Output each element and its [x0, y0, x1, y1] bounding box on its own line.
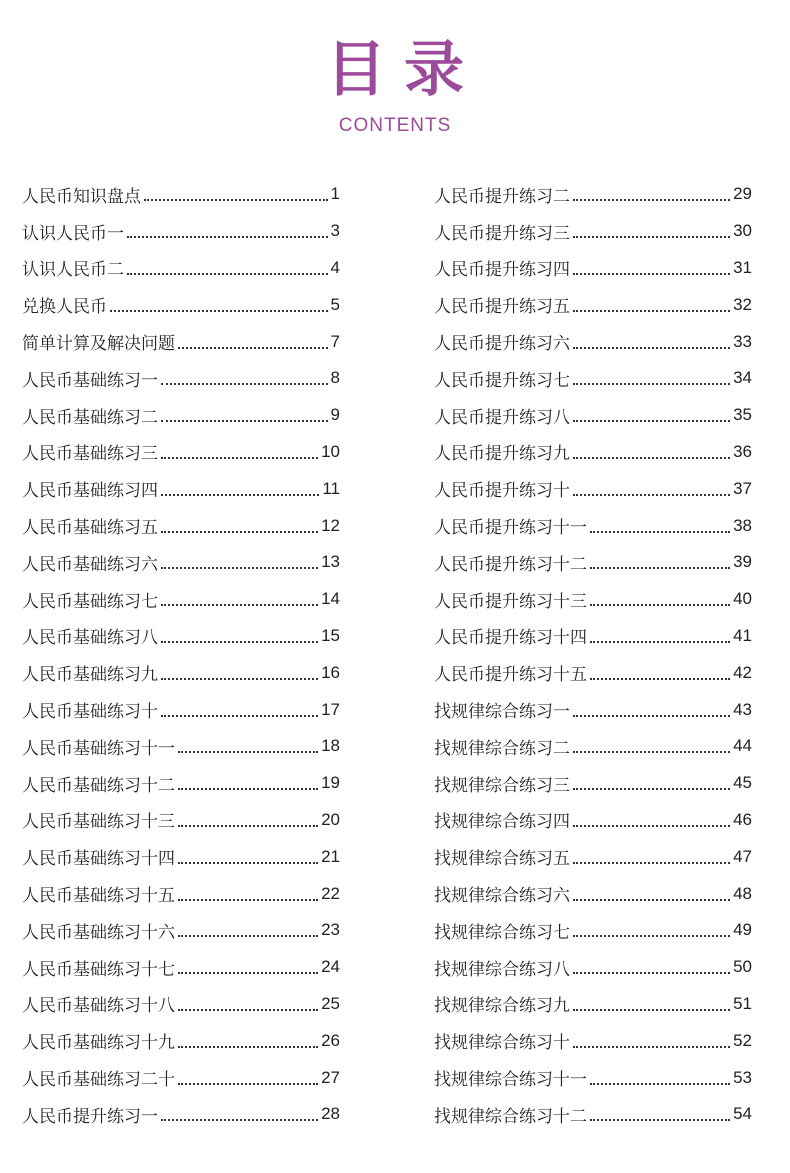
toc-entry-title: 人民币提升练习五 — [434, 297, 570, 318]
toc-entry-title: 人民币提升练习九 — [434, 444, 570, 465]
toc-entry-page-number: 53 — [733, 1067, 752, 1087]
toc-entry[interactable] — [434, 360, 752, 397]
dot-leader — [178, 935, 318, 937]
dot-leader — [573, 383, 730, 385]
dot-leader — [110, 310, 328, 312]
toc-entry-title: 找规律综合练习四 — [434, 812, 570, 833]
toc-entry[interactable] — [22, 507, 340, 544]
dot-leader — [573, 347, 730, 349]
toc-entry-title: 兑换人民币 — [22, 297, 107, 318]
toc-entry[interactable] — [434, 250, 752, 287]
dot-leader — [573, 457, 730, 459]
dot-leader — [573, 310, 730, 312]
toc-entry[interactable] — [22, 360, 340, 397]
toc-entry[interactable] — [22, 581, 340, 618]
toc-entry[interactable] — [22, 1022, 340, 1059]
toc-entry-title: 人民币提升练习八 — [434, 407, 570, 428]
toc-entry-title: 人民币基础练习六 — [22, 554, 158, 575]
dot-leader — [178, 347, 328, 349]
dot-leader — [590, 678, 730, 680]
dot-leader — [573, 199, 730, 201]
toc-entry-title: 人民币基础练习十 — [22, 702, 158, 723]
toc-entry-page-number: 39 — [733, 552, 752, 572]
toc-entry[interactable] — [22, 875, 340, 912]
toc-entry-page-number: 31 — [733, 257, 752, 277]
toc-entry-title: 人民币基础练习八 — [22, 628, 158, 649]
toc-entry-page-number: 50 — [733, 957, 752, 977]
toc-entry[interactable] — [434, 986, 752, 1023]
dot-leader — [573, 899, 730, 901]
toc-entry[interactable] — [22, 470, 340, 507]
toc-entry[interactable] — [434, 912, 752, 949]
toc-entry-title: 人民币提升练习二 — [434, 186, 570, 207]
toc-entry-title: 找规律综合练习十二 — [434, 1106, 587, 1127]
toc-entry[interactable] — [434, 470, 752, 507]
toc-entry[interactable] — [434, 1096, 752, 1133]
toc-entry-page-number: 32 — [733, 294, 752, 314]
toc-entry-page-number: 9 — [330, 405, 340, 425]
toc-entry-title: 人民币基础练习十一 — [22, 738, 175, 759]
toc-entry[interactable] — [434, 507, 752, 544]
dot-leader — [178, 1009, 318, 1011]
toc-entry[interactable] — [434, 323, 752, 360]
dot-leader — [161, 641, 318, 643]
toc-entry[interactable] — [22, 250, 340, 287]
toc-entry-title: 人民币基础练习五 — [22, 518, 158, 539]
toc-entry-page-number: 19 — [321, 773, 340, 793]
toc-entry-page-number: 4 — [330, 257, 340, 277]
dot-leader — [178, 862, 318, 864]
toc-entry[interactable] — [434, 1022, 752, 1059]
toc-entry[interactable] — [434, 949, 752, 986]
table-of-contents — [22, 176, 752, 1133]
toc-entry-page-number: 7 — [330, 331, 340, 351]
dot-leader — [178, 751, 318, 753]
toc-entry-title: 人民币基础练习十七 — [22, 959, 175, 980]
toc-entry-title: 找规律综合练习五 — [434, 849, 570, 870]
dot-leader — [590, 641, 730, 643]
toc-entry-title: 找规律综合练习一 — [434, 702, 570, 723]
toc-entry[interactable] — [434, 654, 752, 691]
dot-leader — [590, 531, 730, 533]
toc-entry[interactable] — [22, 765, 340, 802]
toc-entry-title: 找规律综合练习三 — [434, 775, 570, 796]
toc-entry-page-number: 15 — [321, 625, 340, 645]
toc-entry-title: 人民币基础练习十九 — [22, 1033, 175, 1054]
toc-entry[interactable] — [22, 397, 340, 434]
toc-entry-page-number: 28 — [321, 1104, 340, 1124]
toc-entry-page-number: 47 — [733, 846, 752, 866]
dot-leader — [178, 972, 318, 974]
toc-entry-page-number: 37 — [733, 478, 752, 498]
toc-entry[interactable] — [22, 1096, 340, 1133]
toc-entry[interactable] — [434, 1059, 752, 1096]
toc-entry-title: 人民币提升练习七 — [434, 370, 570, 391]
toc-entry[interactable] — [22, 323, 340, 360]
toc-entry-title: 人民币基础练习四 — [22, 481, 158, 502]
dot-leader — [573, 1046, 730, 1048]
toc-entry-page-number: 20 — [321, 809, 340, 829]
dot-leader — [161, 457, 318, 459]
toc-entry-title: 人民币提升练习十 — [434, 481, 570, 502]
dot-leader — [573, 494, 730, 496]
toc-entry[interactable] — [434, 397, 752, 434]
toc-entry[interactable] — [22, 544, 340, 581]
toc-entry-title: 人民币基础练习十二 — [22, 775, 175, 796]
dot-leader — [178, 899, 318, 901]
dot-leader — [573, 236, 730, 238]
toc-entry[interactable] — [434, 765, 752, 802]
toc-entry-page-number: 3 — [330, 221, 340, 241]
dot-leader — [573, 972, 730, 974]
toc-entry-title: 人民币提升练习十四 — [434, 628, 587, 649]
toc-entry-page-number: 36 — [733, 441, 752, 461]
toc-entry-title: 人民币提升练习三 — [434, 223, 570, 244]
toc-entry-page-number: 5 — [330, 294, 340, 314]
dot-leader — [161, 494, 319, 496]
toc-entry-title: 找规律综合练习九 — [434, 996, 570, 1017]
toc-entry-title: 找规律综合练习八 — [434, 959, 570, 980]
toc-entry-title: 人民币基础练习二 — [22, 407, 158, 428]
dot-leader — [573, 420, 730, 422]
toc-entry-page-number: 49 — [733, 920, 752, 940]
toc-entry[interactable] — [434, 618, 752, 655]
toc-entry-page-number: 30 — [733, 221, 752, 241]
toc-entry-title: 人民币提升练习十一 — [434, 518, 587, 539]
toc-entry-page-number: 41 — [733, 625, 752, 645]
toc-entry-page-number: 17 — [321, 699, 340, 719]
dot-leader — [573, 1009, 730, 1011]
toc-entry-title: 人民币基础练习九 — [22, 665, 158, 686]
dot-leader — [127, 236, 328, 238]
toc-entry-page-number: 29 — [733, 184, 752, 204]
dot-leader — [161, 420, 328, 422]
dot-leader — [178, 1046, 318, 1048]
toc-entry[interactable] — [22, 912, 340, 949]
toc-entry-page-number: 48 — [733, 883, 752, 903]
toc-entry[interactable] — [434, 581, 752, 618]
dot-leader — [178, 825, 318, 827]
toc-entry-page-number: 11 — [322, 478, 340, 498]
dot-leader — [161, 715, 318, 717]
dot-leader — [161, 383, 328, 385]
toc-entry-title: 人民币提升练习十五 — [434, 665, 587, 686]
dot-leader — [590, 1119, 730, 1121]
toc-entry[interactable] — [22, 838, 340, 875]
toc-entry[interactable] — [434, 838, 752, 875]
dot-leader — [161, 604, 318, 606]
toc-entry[interactable] — [22, 434, 340, 471]
toc-entry-title: 人民币基础练习十六 — [22, 922, 175, 943]
dot-leader — [573, 825, 730, 827]
toc-entry-page-number: 42 — [733, 662, 752, 682]
toc-entry-page-number: 24 — [321, 957, 340, 977]
dot-leader — [573, 715, 730, 717]
toc-entry-page-number: 21 — [321, 846, 340, 866]
dot-leader — [161, 531, 318, 533]
toc-entry[interactable] — [434, 434, 752, 471]
toc-left-column — [22, 176, 340, 1133]
dot-leader — [178, 788, 318, 790]
toc-entry[interactable] — [434, 213, 752, 250]
dot-leader — [573, 751, 730, 753]
toc-entry-title: 人民币提升练习十二 — [434, 554, 587, 575]
toc-entry[interactable] — [434, 728, 752, 765]
toc-entry[interactable] — [434, 286, 752, 323]
toc-entry-title: 人民币基础练习十八 — [22, 996, 175, 1017]
toc-entry[interactable] — [22, 618, 340, 655]
toc-entry[interactable] — [22, 728, 340, 765]
page-title: 目录 — [326, 35, 482, 105]
page-header — [0, 0, 790, 150]
toc-entry-page-number: 22 — [321, 883, 340, 903]
toc-entry-page-number: 35 — [733, 405, 752, 425]
toc-entry-page-number: 23 — [321, 920, 340, 940]
toc-entry[interactable] — [434, 802, 752, 839]
toc-entry-title: 找规律综合练习十 — [434, 1033, 570, 1054]
toc-entry-title: 人民币提升练习四 — [434, 260, 570, 281]
toc-entry-page-number: 18 — [321, 736, 340, 756]
dot-leader — [144, 199, 328, 201]
dot-leader — [178, 1083, 318, 1085]
dot-leader — [161, 567, 318, 569]
toc-entry-title: 认识人民币二 — [22, 260, 124, 281]
toc-entry-title: 人民币基础练习七 — [22, 591, 158, 612]
dot-leader — [161, 678, 318, 680]
toc-entry-page-number: 8 — [330, 368, 340, 388]
page-subtitle: CONTENTS — [338, 115, 452, 136]
toc-entry-title: 人民币基础练习三 — [22, 444, 158, 465]
toc-entry-page-number: 33 — [733, 331, 752, 351]
toc-entry[interactable] — [22, 286, 340, 323]
toc-entry-page-number: 45 — [733, 773, 752, 793]
toc-entry[interactable] — [434, 544, 752, 581]
toc-entry-page-number: 25 — [321, 993, 340, 1013]
dot-leader — [573, 273, 730, 275]
toc-entry-page-number: 44 — [733, 736, 752, 756]
toc-entry-title: 找规律综合练习七 — [434, 922, 570, 943]
toc-entry-page-number: 27 — [321, 1067, 340, 1087]
dot-leader — [573, 862, 730, 864]
toc-entry[interactable] — [22, 986, 340, 1023]
toc-entry[interactable] — [22, 949, 340, 986]
toc-entry-title: 人民币知识盘点 — [22, 186, 141, 207]
dot-leader — [590, 604, 730, 606]
toc-entry-title: 人民币基础练习十三 — [22, 812, 175, 833]
dot-leader — [590, 1083, 730, 1085]
toc-entry[interactable] — [22, 802, 340, 839]
toc-entry-page-number: 34 — [733, 368, 752, 388]
toc-entry-title: 人民币提升练习一 — [22, 1106, 158, 1127]
toc-entry-title: 人民币基础练习二十 — [22, 1070, 175, 1091]
toc-entry-page-number: 14 — [321, 589, 340, 609]
toc-entry-title: 找规律综合练习六 — [434, 886, 570, 907]
toc-right-column — [434, 176, 752, 1133]
toc-entry-page-number: 16 — [321, 662, 340, 682]
toc-entry-page-number: 13 — [321, 552, 340, 572]
toc-entry-title: 人民币基础练习十四 — [22, 849, 175, 870]
dot-leader — [161, 1119, 318, 1121]
toc-entry-page-number: 43 — [733, 699, 752, 719]
toc-entry[interactable] — [22, 213, 340, 250]
toc-entry-title: 认识人民币一 — [22, 223, 124, 244]
toc-entry-page-number: 10 — [321, 441, 340, 461]
toc-entry-title: 找规律综合练习十一 — [434, 1070, 587, 1091]
toc-entry-title: 人民币提升练习十三 — [434, 591, 587, 612]
toc-entry-page-number: 52 — [733, 1030, 752, 1050]
dot-leader — [573, 788, 730, 790]
toc-entry-page-number: 46 — [733, 809, 752, 829]
toc-entry-page-number: 38 — [733, 515, 752, 535]
dot-leader — [127, 273, 328, 275]
toc-entry-page-number: 54 — [733, 1104, 752, 1124]
toc-entry[interactable] — [22, 176, 340, 213]
toc-entry[interactable] — [22, 691, 340, 728]
toc-entry-title: 人民币基础练习十五 — [22, 886, 175, 907]
toc-entry[interactable] — [22, 1059, 340, 1096]
dot-leader — [590, 567, 730, 569]
toc-entry-title: 找规律综合练习二 — [434, 738, 570, 759]
toc-entry-page-number: 26 — [321, 1030, 340, 1050]
toc-entry-title: 人民币提升练习六 — [434, 334, 570, 355]
toc-entry-page-number: 12 — [321, 515, 340, 535]
toc-entry-page-number: 51 — [733, 993, 752, 1013]
toc-entry-title: 简单计算及解决问题 — [22, 334, 175, 355]
toc-entry-page-number: 40 — [733, 589, 752, 609]
toc-entry[interactable] — [434, 875, 752, 912]
toc-entry[interactable] — [22, 654, 340, 691]
toc-entry-title: 人民币基础练习一 — [22, 370, 158, 391]
toc-entry-page-number: 1 — [330, 184, 340, 204]
dot-leader — [573, 935, 730, 937]
toc-entry[interactable] — [434, 176, 752, 213]
toc-entry[interactable] — [434, 691, 752, 728]
